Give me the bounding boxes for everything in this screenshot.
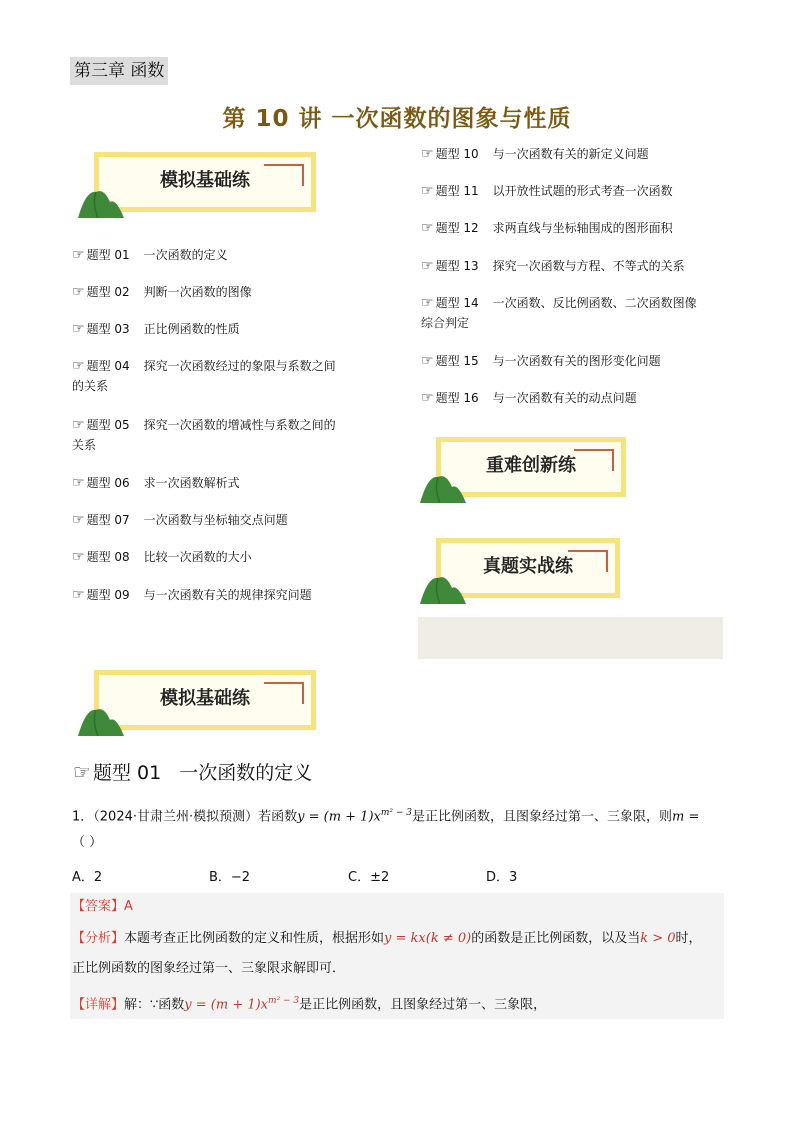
type-code: 题型 05: [86, 418, 130, 432]
banner-label: 模拟基础练: [160, 170, 250, 191]
type-text: 一次函数、反比例函数、二次函数图像: [492, 296, 697, 310]
type-list-item: [72, 356, 336, 396]
type-list-item: [421, 144, 649, 164]
pointing-hand-icon: ☞: [72, 358, 85, 374]
type-text: 探究一次函数与方程、不等式的关系: [492, 259, 685, 273]
type-text: 一次函数与坐标轴交点问题: [143, 513, 288, 527]
pointing-hand-icon: ☞: [72, 512, 85, 528]
type-list-item: [72, 282, 252, 302]
pointing-hand-icon: ☞: [73, 760, 91, 784]
banner-basic-practice: [86, 152, 316, 232]
type-text: 与一次函数有关的新定义问题: [492, 147, 649, 161]
question-stem: 1．（2024·甘肃兰州·模拟预测）若函数$y = (m + 1)x^{m^2 - 3}$是正比例函数，且图象经过第一、三象限，则m =: [72, 808, 700, 825]
type-list-item: [72, 473, 240, 493]
type-text: 求一次函数解析式: [143, 476, 240, 490]
type-code: 题型 08: [86, 550, 130, 564]
type-code: 题型 13: [435, 259, 479, 273]
section-code: 题型 01: [92, 762, 162, 784]
type-text-continued: 的关系: [72, 379, 109, 393]
answer-box: [70, 893, 724, 1019]
option-b: B．−2: [209, 870, 251, 885]
answer-line: 【答案】A: [72, 899, 133, 914]
pointing-hand-icon: ☞: [72, 247, 85, 263]
type-list-item: [421, 256, 685, 276]
type-code: 题型 02: [86, 285, 130, 299]
pointing-hand-icon: ☞: [72, 284, 85, 300]
detail-line: 【详解】解：∵函数$y = (m + 1)x^{m^2 - 3}$是正比例函数，且图象经过第一、三象限，: [72, 996, 547, 1013]
type-text: 与一次函数有关的动点问题: [492, 391, 637, 405]
type-text: 一次函数的定义: [143, 248, 228, 262]
document-title: 第 10 讲 一次函数的图象与性质: [222, 106, 572, 132]
pointing-hand-icon: ☞: [421, 295, 434, 311]
type-list-item: [72, 415, 336, 455]
type-text: 与一次函数有关的图形变化问题: [492, 354, 661, 368]
type-list-item: [72, 547, 252, 567]
type-code: 题型 10: [435, 147, 479, 161]
type-list-item: [72, 245, 228, 265]
type-text-continued: 综合判定: [421, 316, 470, 330]
banner-label: 重难创新练: [486, 455, 576, 476]
banner-real-practice: [428, 538, 620, 618]
type-code: 题型 12: [435, 221, 479, 235]
banner-label: 模拟基础练: [160, 688, 250, 709]
type-code: 题型 07: [86, 513, 130, 527]
type-text: 与一次函数有关的规律探究问题: [143, 588, 312, 602]
type-text: 比较一次函数的大小: [143, 550, 252, 564]
pointing-hand-icon: ☞: [421, 353, 434, 369]
type-list-item: [72, 510, 288, 530]
analysis-line-1: 【分析】本题考查正比例函数的定义和性质，根据形如y = kx(k ≠ 0)的函数是正比例函数，以及当k > 0时，: [72, 931, 702, 946]
type-code: 题型 03: [86, 322, 130, 336]
type-text: 探究一次函数的增减性与系数之间的: [143, 418, 336, 432]
option-d: D．3: [486, 870, 518, 885]
type-code: 题型 15: [435, 354, 479, 368]
type-code: 题型 04: [86, 359, 130, 373]
pointing-hand-icon: ☞: [72, 549, 85, 565]
banner-basic-practice-2: [86, 670, 316, 750]
type-text: 正比例函数的性质: [143, 322, 240, 336]
type-list-item: [421, 351, 661, 371]
question-blank: （ ）: [72, 835, 103, 850]
pointing-hand-icon: ☞: [421, 146, 434, 162]
chapter-label: 第三章 函数: [70, 57, 168, 85]
pointing-hand-icon: ☞: [72, 321, 85, 337]
pointing-hand-icon: ☞: [72, 417, 85, 433]
pointing-hand-icon: ☞: [72, 587, 85, 603]
analysis-line-2: 正比例函数的图象经过第一、三象限求解即可．: [72, 961, 346, 976]
section-text: 一次函数的定义: [179, 762, 313, 784]
option-c: C．±2: [348, 870, 390, 885]
type-list-item: [421, 388, 637, 408]
type-code: 题型 11: [435, 184, 479, 198]
type-list-item: [72, 585, 312, 605]
option-a: A．2: [72, 870, 103, 885]
pointing-hand-icon: ☞: [421, 183, 434, 199]
banner-label: 真题实战练: [483, 556, 573, 577]
type-code: 题型 01: [86, 248, 130, 262]
type-list-item: [421, 218, 673, 238]
gray-placeholder-box: [418, 617, 723, 659]
pointing-hand-icon: ☞: [72, 475, 85, 491]
type-code: 题型 14: [435, 296, 479, 310]
type-text: 判断一次函数的图像: [143, 285, 252, 299]
type-code: 题型 06: [86, 476, 130, 490]
type-list-item: [72, 319, 240, 339]
pointing-hand-icon: ☞: [421, 258, 434, 274]
type-text: 以开放性试题的形式考查一次函数: [492, 184, 673, 198]
type-code: 题型 16: [435, 391, 479, 405]
type-list-item: [421, 293, 697, 333]
pointing-hand-icon: ☞: [421, 220, 434, 236]
type-list-item: [421, 181, 673, 201]
section-heading: [73, 758, 312, 785]
type-code: 题型 09: [86, 588, 130, 602]
type-text-continued: 关系: [72, 438, 97, 452]
pointing-hand-icon: ☞: [421, 390, 434, 406]
banner-hard-practice: [428, 437, 626, 517]
type-text: 探究一次函数经过的象限与系数之间: [143, 359, 336, 373]
type-text: 求两直线与坐标轴围成的图形面积: [492, 221, 673, 235]
